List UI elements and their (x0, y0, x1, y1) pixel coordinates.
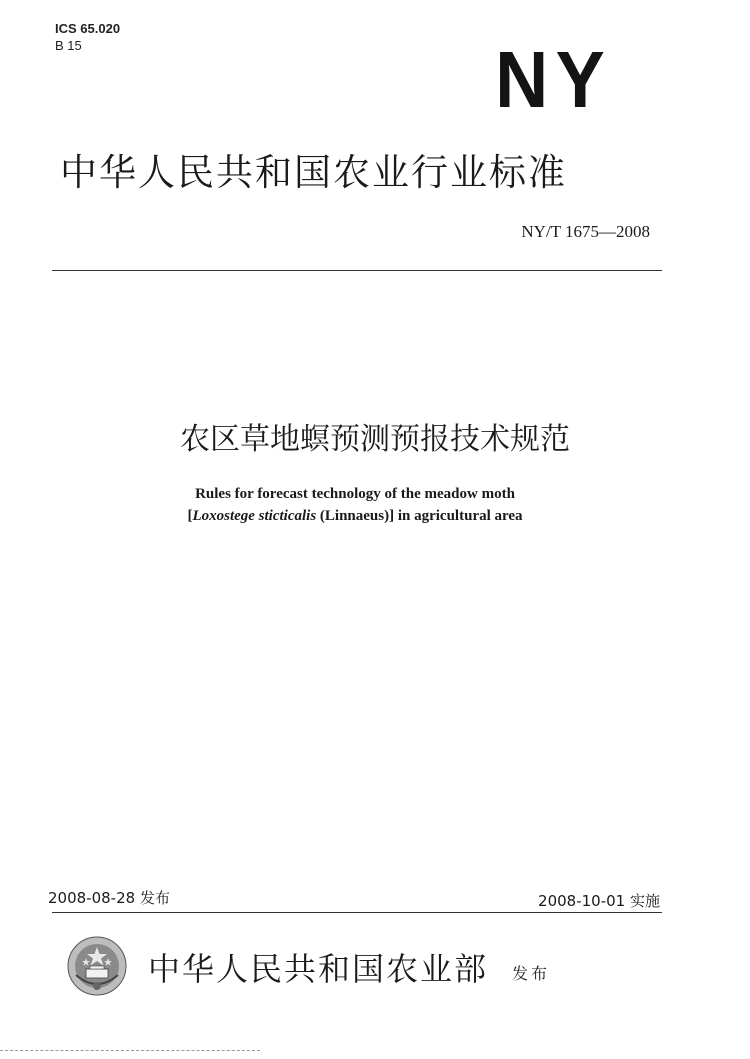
page-bottom-line (0, 1050, 260, 1051)
species-name: Loxostege sticticalis (192, 508, 317, 524)
issue-date: 2008-08-28 发布 (48, 889, 170, 907)
english-title-line-2: [Loxostege sticticalis (Linnaeus)] in agricultural area (187, 508, 523, 524)
standard-number: NY/T 1675—2008 (521, 222, 650, 241)
standard-category-title: 中华人民共和国农业行业标准 (60, 151, 567, 194)
ics-code: ICS 65.020 (55, 21, 121, 36)
ccs-code: B 15 (55, 38, 82, 53)
document-title-chinese: 农区草地螟预测预报技术规范 (180, 422, 570, 457)
national-emblem-icon (66, 935, 128, 997)
effective-date: 2008-10-01 实施 (538, 892, 660, 910)
publish-label: 发布 (512, 964, 551, 983)
footer-divider (52, 912, 662, 913)
document-title-english (0, 483, 710, 527)
classification-codes (55, 20, 120, 54)
english-title-line-1: Rules for forecast technology of the meadow moth (195, 486, 515, 502)
publisher-name: 中华人民共和国农业部 (148, 950, 489, 988)
header-divider (52, 270, 662, 271)
ny-standard-mark: NY (495, 35, 612, 124)
